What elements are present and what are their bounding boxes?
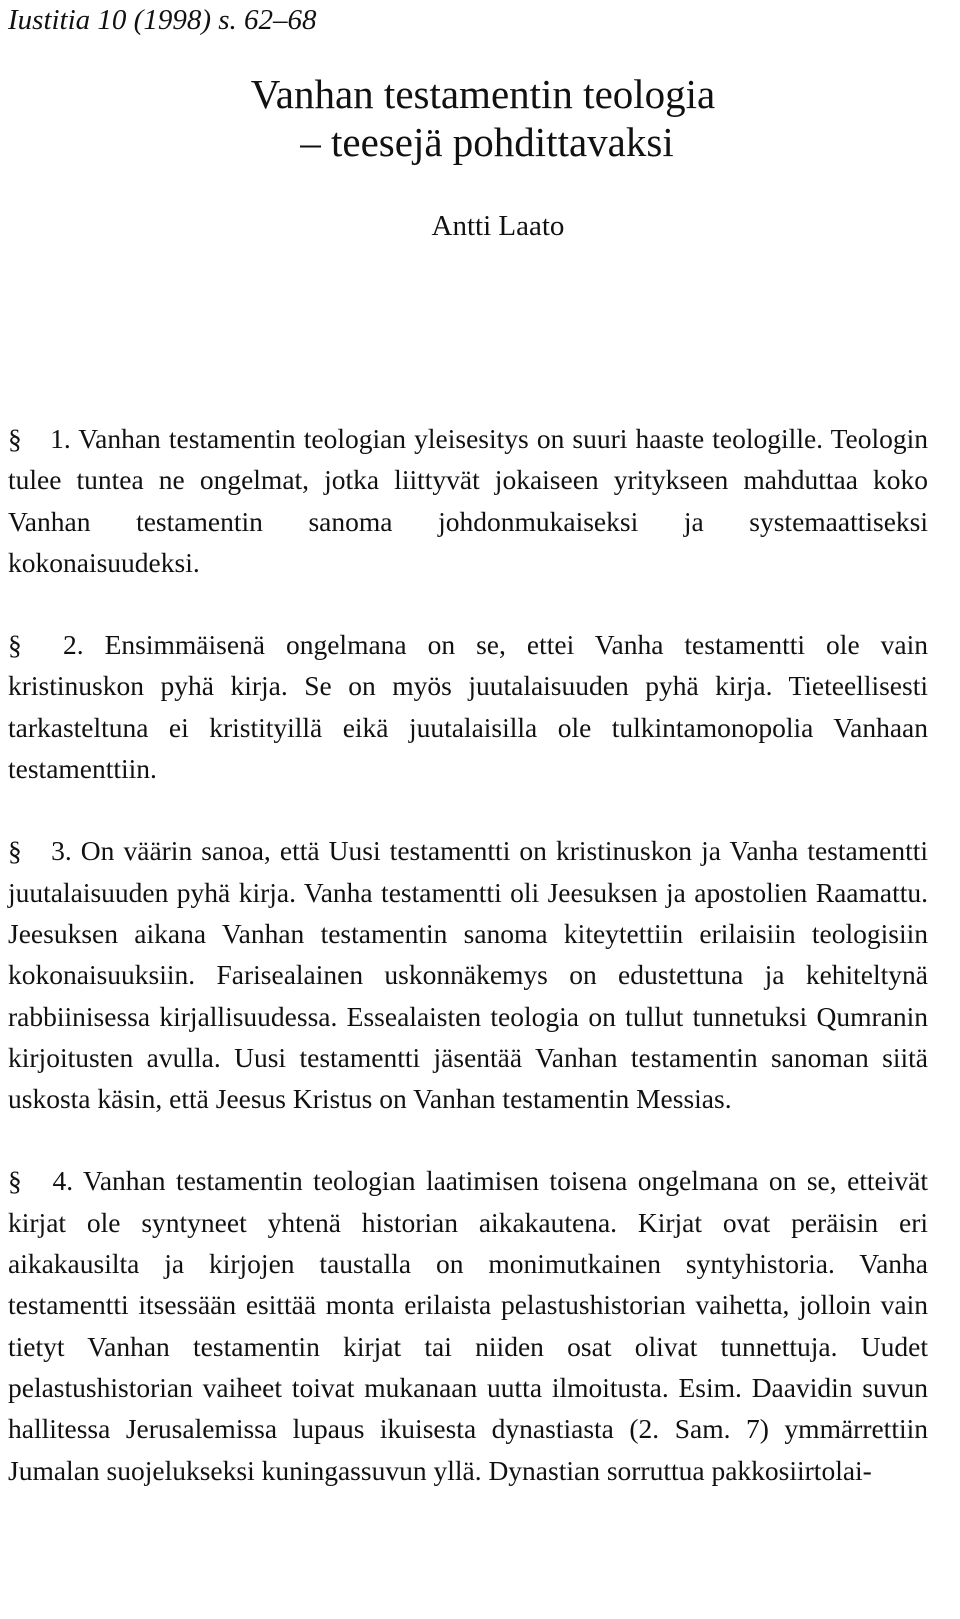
- paragraph-text: 1. Vanhan testamentin teologian yleisesitys on suuri haaste teologille. Teologin tulee tuntea ne ongelmat, jotka liittyvät jokaiseen yritykseen mahduttaa koko Vanhan testamentin sanoma johdonmukaiseksi ja systemaattiseksi kokonaisuudeksi.: [8, 423, 928, 578]
- paragraph-2: [8, 624, 928, 789]
- title-line-2: – teesejä pohdittavaksi: [300, 119, 674, 165]
- article-title: [0, 70, 960, 166]
- paragraph-text: 2. Ensimmäisenä ongelmana on se, ettei Vanha testamentti ole vain kristinuskon pyhä kirja. Se on myös juutalaisuuden pyhä kirja. Tieteellisesti tarkasteltuna ei kristityillä eikä juutalaisilla ole tulkintamonopolia Vanhaan testamenttiin.: [8, 629, 928, 785]
- running-head: Iustitia 10 (1998) s. 62–68: [8, 4, 317, 36]
- paragraph-1: [8, 418, 928, 583]
- title-line-1: Vanhan testamentin teologia: [250, 71, 716, 117]
- paragraph-text: 4. Vanhan testamentin teologian laatimisen toisena ongelmana on se, etteivät kirjat ole syntyneet yhtenä historian aikakautena. Kirjat ovat peräisin eri aikakausilta ja kirjojen taustalla on monimutkainen syntyhistoria. Vanha testamentti itsessään esittää monta erilaista pelastushistorian vaihetta, jolloin vain tietyt Vanhan testamentin kirjat tai niiden osat olivat tunnettuja. Uudet pelastushistorian vaiheet toivat mukanaan uutta ilmoitusta. Esim. Daavidin suvun hallitessa Jerusalemissa lupaus ikuisesta dynastiasta (2. Sam. 7) ymmärrettiin Jumalan suojelukseksi kuningassuvun yllä. Dynastian sorruttua pakkosiirtolai-: [8, 1165, 928, 1486]
- article-body: [8, 418, 928, 1532]
- paragraph-3: [8, 830, 928, 1119]
- paragraph-4: [8, 1160, 928, 1490]
- section-mark: §: [8, 835, 22, 867]
- section-mark: §: [8, 1165, 22, 1197]
- paragraph-text: 3. On väärin sanoa, että Uusi testamentti on kristinuskon ja Vanha testamentti juutalaisuuden pyhä kirja. Vanha testamentti oli Jeesuksen ja apostolien Raamattu. Jeesuksen aikana Vanhan testamentin sanoma kiteytettiin erilaisiin teologisiin kokonaisuuksiin. Farisealainen uskonnäkemys on edustettuna ja kehiteltynä rabbiinisessa kirjallisuudessa. Essealaisten teologia on tullut tunnetuksi Qumranin kirjoitusten avulla. Uusi testamentti jäsentää Vanhan testamentin sanoman siitä uskosta käsin, että Jeesus Kristus on Vanhan testamentin Messias.: [8, 835, 928, 1115]
- section-mark: §: [8, 423, 22, 454]
- author-name: Antti Laato: [431, 210, 565, 242]
- section-mark: §: [8, 629, 22, 661]
